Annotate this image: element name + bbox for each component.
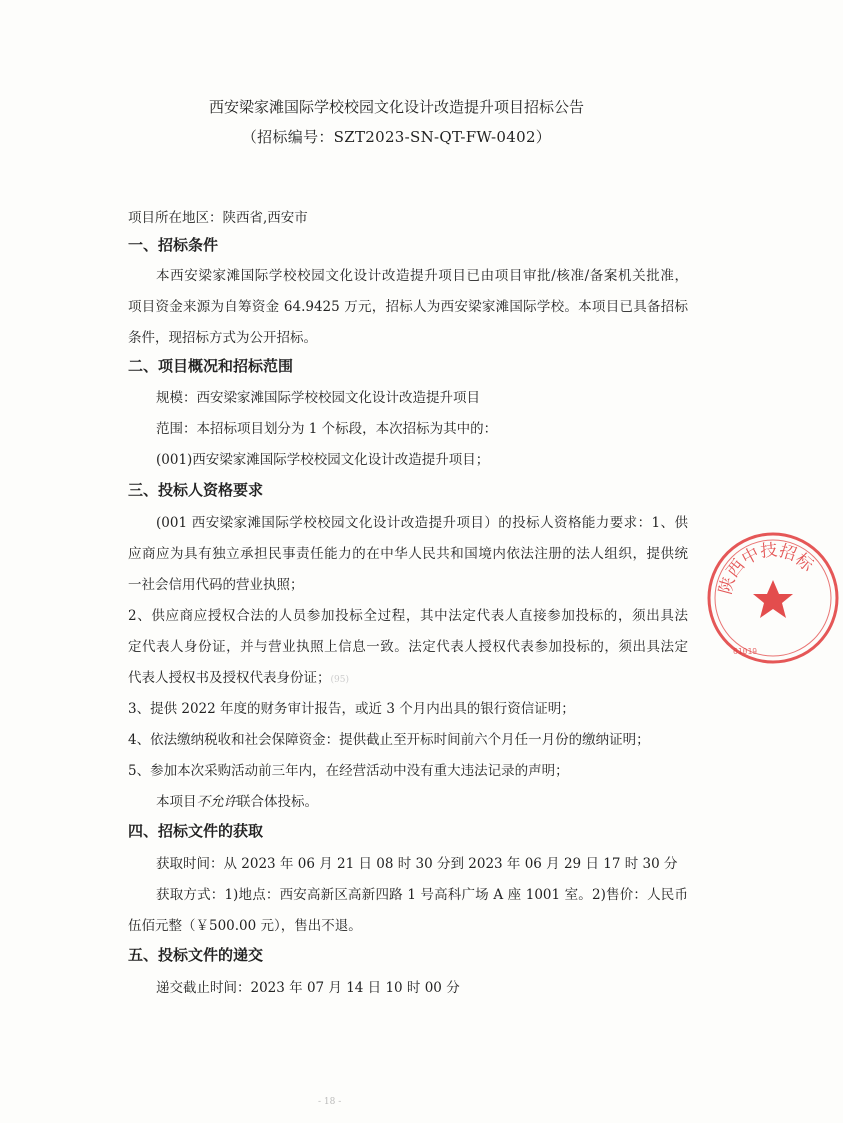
section-heading-3: 三、投标人资格要求 <box>128 481 264 499</box>
project-region: 项目所在地区：陕西省,西安市 <box>128 210 308 226</box>
page-number: - 18 - <box>318 1097 342 1107</box>
s4-line-2: 获取方式：1)地点：西安高新区高新四路 1 号高科广场 A 座 1001 室。2)售价：人民币 <box>156 887 688 903</box>
s1-line-3: 条件，现招标方式为公开招标。 <box>128 330 317 346</box>
jv-prefix: 本项目 <box>156 794 197 810</box>
s3-line-2: 应商应为具有独立承担民事责任能力的在中华人民共和国境内依法注册的法人组织，提供统 <box>128 546 688 562</box>
s2-line-1: 规模：西安梁家滩国际学校校园文化设计改造提升项目 <box>156 390 480 406</box>
seal-star-icon <box>753 580 793 618</box>
faint-mark: (95) <box>330 675 349 685</box>
joint-venture-line <box>156 790 318 810</box>
section-heading-4: 四、招标文件的获取 <box>128 822 264 840</box>
s2-line-3: (001)西安梁家滩国际学校校园文化设计改造提升项目； <box>156 452 490 468</box>
s3-line-6-text: 代表人授权书及授权代表身份证； <box>128 670 331 686</box>
company-seal <box>703 528 843 668</box>
s5-line-1: 递交截止时间：2023 年 07 月 14 日 10 时 00 分 <box>156 980 460 996</box>
s3-line-9: 5、参加本次采购活动前三年内，在经营活动中没有重大违法记录的声明； <box>128 763 569 779</box>
seal-text: 陕西中技招标 <box>715 540 818 597</box>
jv-emphasis: 不允许 <box>196 794 237 810</box>
s3-line-3: 一社会信用代码的营业执照； <box>128 577 304 593</box>
s3-line-1: (001 西安梁家滩国际学校校园文化设计改造提升项目）的投标人资格能力要求：1、供 <box>156 515 688 531</box>
s3-line-4: 2、供应商应授权合法的人员参加投标全过程，其中法定代表人直接参加投标的，须出具法 <box>128 608 688 624</box>
s1-line-1: 本西安梁家滩国际学校校园文化设计改造提升项目已由项目审批/核准/备案机关批准， <box>156 268 688 284</box>
section-heading-5: 五、投标文件的递交 <box>128 946 264 964</box>
section-heading-1: 一、招标条件 <box>128 236 219 254</box>
s3-line-6 <box>128 666 349 686</box>
s3-line-5: 定代表人身份证，并与营业执照上信息一致。法定代表人授权代表参加投标的，须出具法定 <box>128 639 688 655</box>
s3-line-8: 4、依法缴纳税收和社会保障资金：提供截止至开标时间前六个月任一月份的缴纳证明； <box>128 732 650 748</box>
s3-line-7: 3、提供 2022 年度的财务审计报告，或近 3 个月内出具的银行资信证明； <box>128 701 575 717</box>
document-title: 西安梁家滩国际学校校园文化设计改造提升项目招标公告 <box>208 98 584 116</box>
s2-line-2: 范围：本招标项目划分为 1 个标段，本次招标为其中的： <box>156 421 498 437</box>
s4-line-1: 获取时间：从 2023 年 06 月 21 日 08 时 30 分到 2023 年 06 月 29 日 17 时 30 分 <box>156 856 678 872</box>
seal-number: 61019 <box>733 647 758 656</box>
bid-number: （招标编号：SZT2023-SN-QT-FW-0402） <box>241 128 552 146</box>
jv-suffix: 联合体投标。 <box>237 794 318 810</box>
section-heading-2: 二、项目概况和招标范围 <box>128 357 294 375</box>
s4-line-3: 伍佰元整（￥500.00 元），售出不退。 <box>128 918 362 934</box>
s1-line-2: 项目资金来源为自筹资金 64.9425 万元，招标人为西安梁家滩国际学校。本项目已具备招标 <box>128 299 688 315</box>
